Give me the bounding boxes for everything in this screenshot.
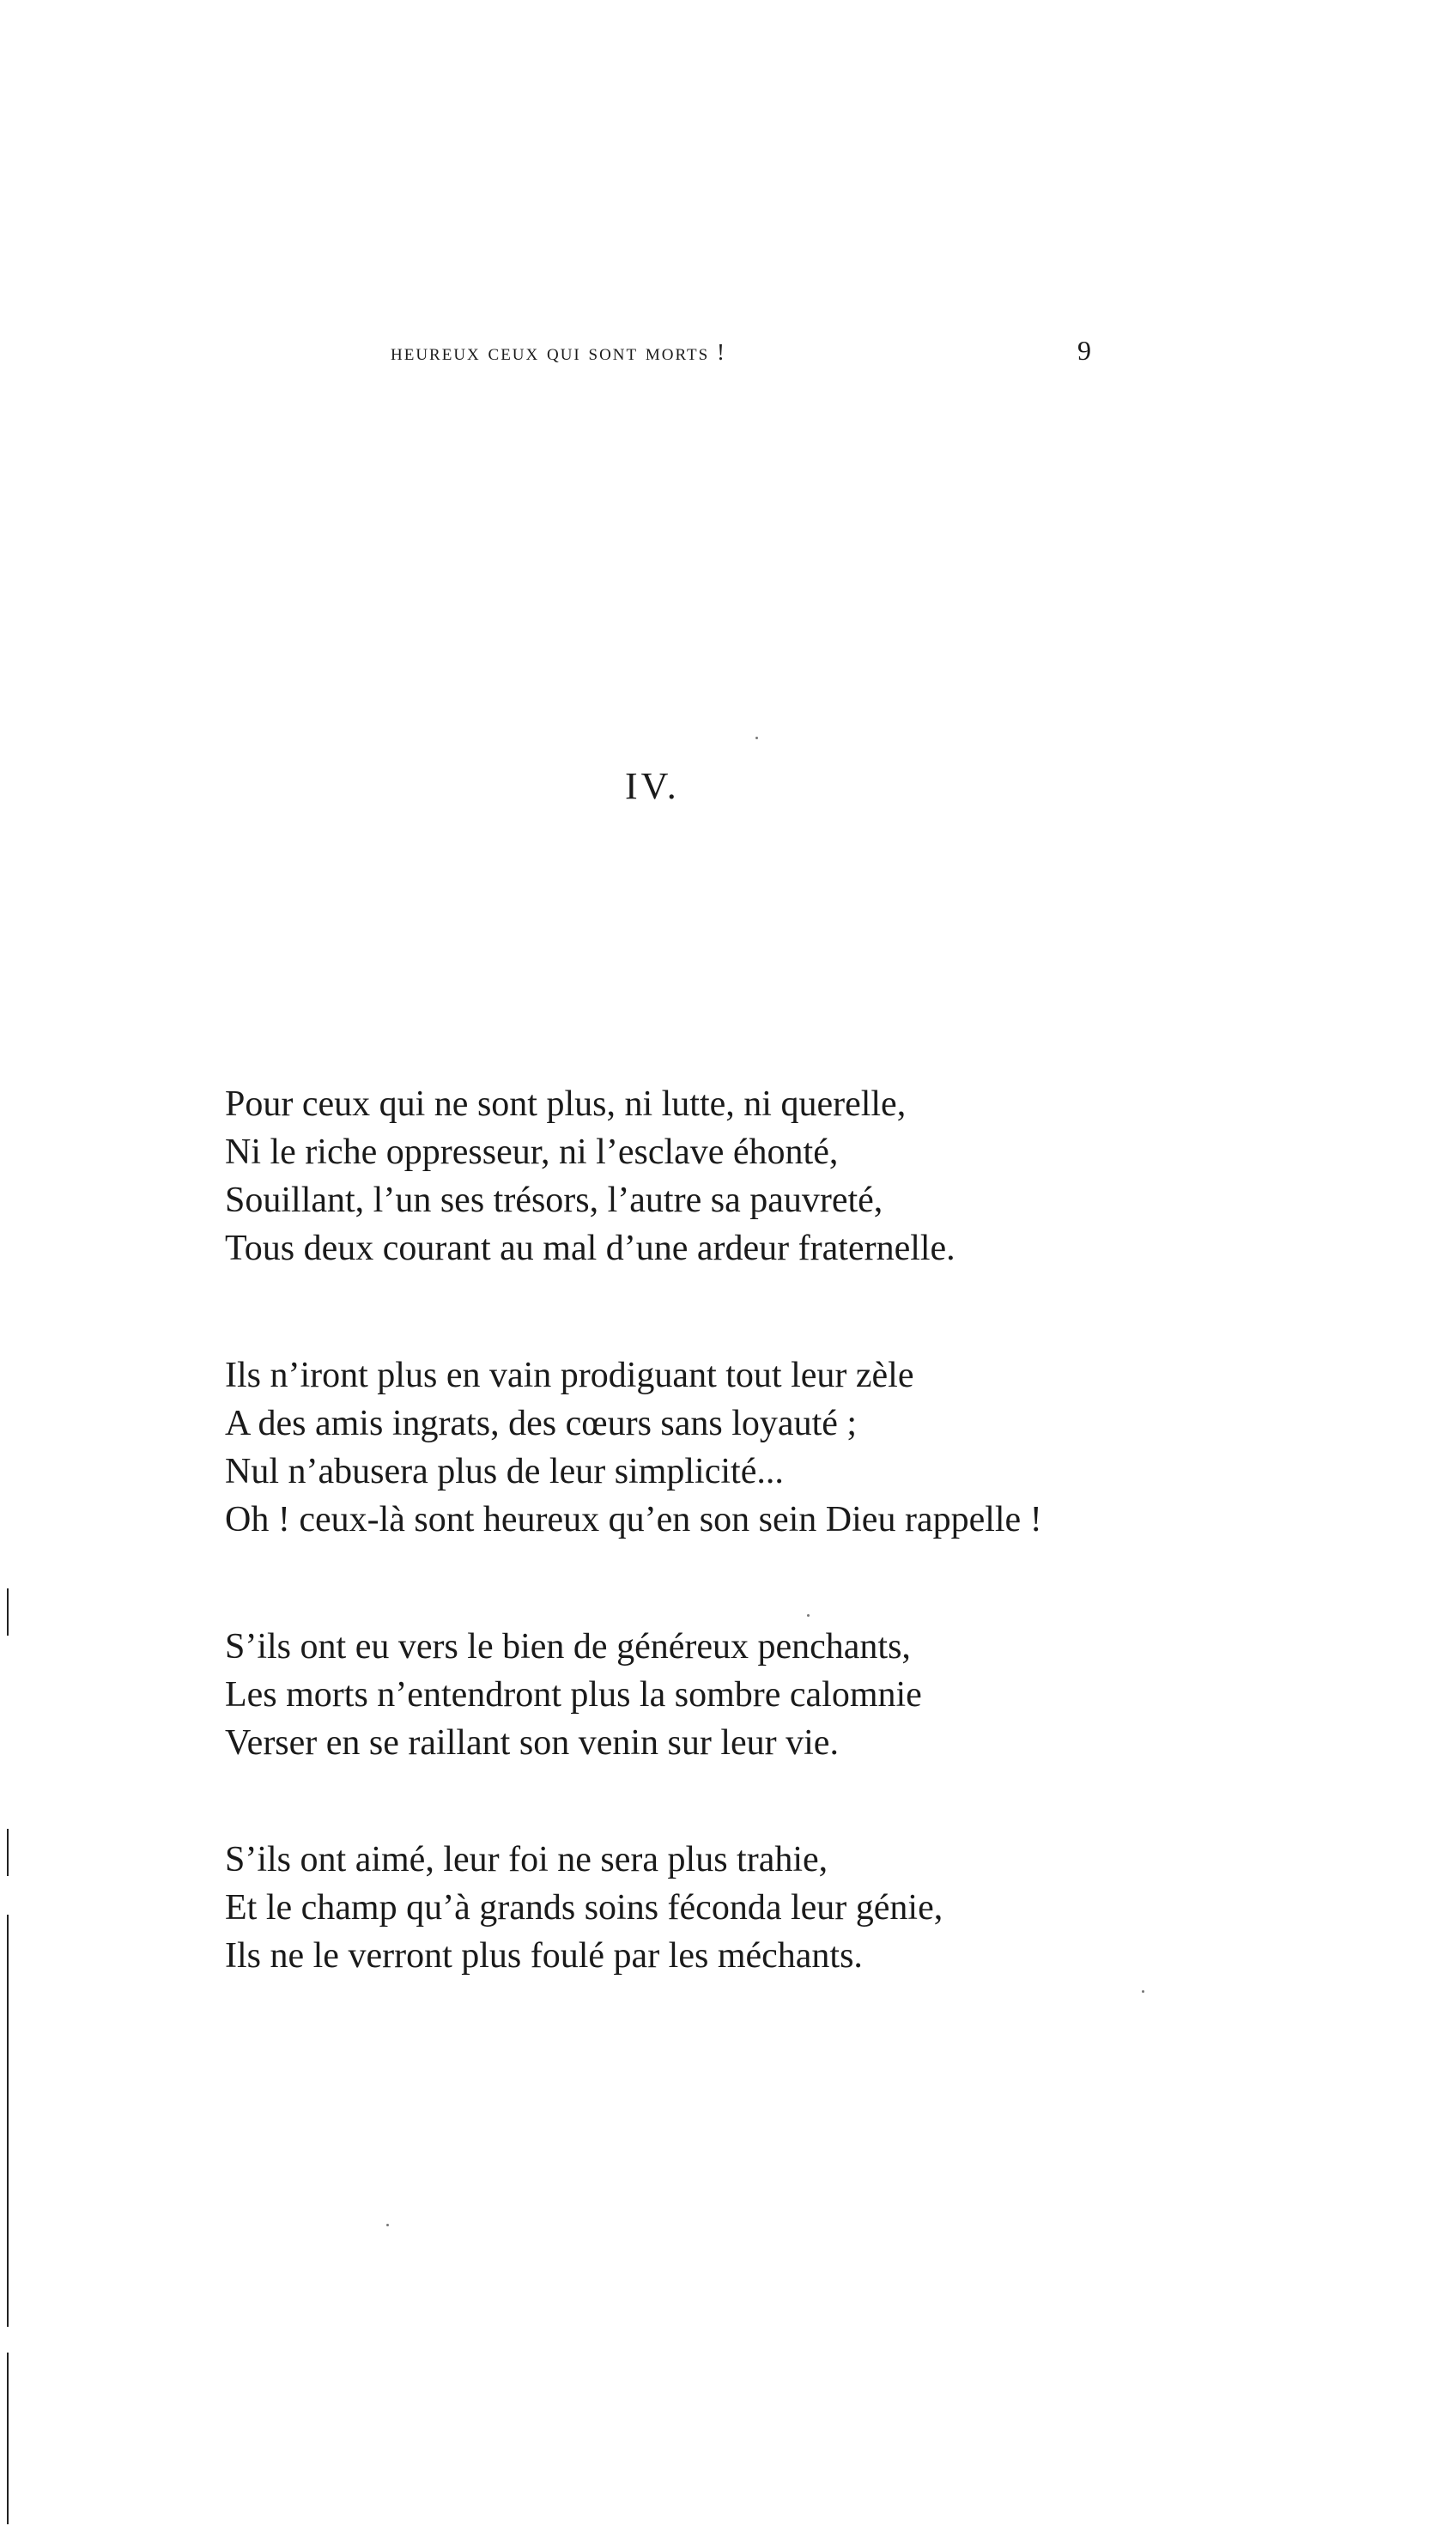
stanza-3 bbox=[225, 1623, 922, 1767]
poem-line: Souillant, l’un ses trésors, l’autre sa pauvreté, bbox=[225, 1181, 883, 1220]
stanza-1 bbox=[225, 1080, 956, 1272]
poem-line: Verser en se raillant son venin sur leur vie. bbox=[225, 1723, 839, 1763]
poem-line: Pour ceux qui ne sont plus, ni lutte, ni querelle, bbox=[225, 1084, 907, 1124]
poem-line: Et le champ qu’à grands soins féconda leur génie, bbox=[225, 1888, 943, 1928]
scan-edge-mark bbox=[7, 1915, 9, 2327]
scan-speck bbox=[807, 1614, 810, 1617]
scan-speck bbox=[755, 737, 758, 739]
poem-line: Les morts n’entendront plus la sombre calomnie bbox=[225, 1675, 922, 1715]
stanza-4 bbox=[225, 1836, 943, 1980]
poem-line: Oh ! ceux-là sont heureux qu’en son sein Dieu rappelle ! bbox=[225, 1500, 1042, 1539]
poem-line: S’ils ont aimé, leur foi ne sera plus trahie, bbox=[225, 1840, 828, 1879]
scan-edge-mark bbox=[7, 1829, 9, 1876]
poem-line: S’ils ont eu vers le bien de généreux penchants, bbox=[225, 1627, 911, 1667]
stanza-2 bbox=[225, 1351, 1042, 1544]
poem-line: Tous deux courant au mal d’une ardeur fraternelle. bbox=[225, 1229, 956, 1268]
scan-speck bbox=[1142, 1990, 1144, 1993]
scan-speck bbox=[386, 2224, 389, 2226]
scan-edge-mark bbox=[7, 2353, 9, 2524]
section-number: IV. bbox=[625, 765, 680, 807]
poem-line: Ils ne le verront plus foulé par les méchants. bbox=[225, 1936, 863, 1976]
poem-line: Ni le riche oppresseur, ni l’esclave éhonté, bbox=[225, 1132, 839, 1172]
running-title: heureux ceux qui sont morts ! bbox=[391, 339, 726, 365]
poem-line: Ils n’iront plus en vain prodiguant tout leur zèle bbox=[225, 1356, 914, 1395]
page-number: 9 bbox=[1077, 335, 1091, 366]
poem-line: Nul n’abusera plus de leur simplicité... bbox=[225, 1452, 784, 1491]
scan-edge-mark bbox=[7, 1588, 9, 1636]
poem-line: A des amis ingrats, des cœurs sans loyauté ; bbox=[225, 1404, 858, 1443]
